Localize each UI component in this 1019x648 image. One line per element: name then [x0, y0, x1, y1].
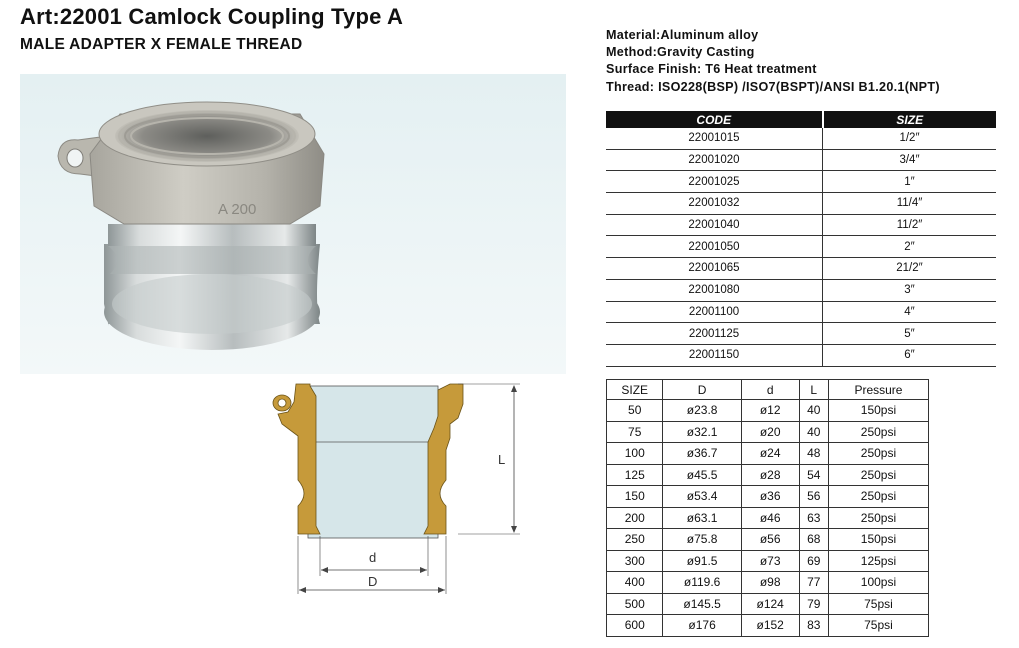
- size-cell: 50: [607, 400, 663, 422]
- inner-diameter-cell: ø46: [741, 507, 799, 529]
- size-cell: 3″: [823, 279, 997, 301]
- table-row: [607, 400, 929, 422]
- code-cell: 22001032: [606, 193, 823, 215]
- size-cell: 125: [607, 464, 663, 486]
- spec-method: Method:Gravity Casting: [606, 45, 755, 60]
- table-row: [607, 593, 929, 615]
- code-cell: 22001150: [606, 344, 823, 366]
- inner-diameter-cell: ø98: [741, 572, 799, 594]
- outer-diameter-cell: ø75.8: [663, 529, 741, 551]
- table-row: [607, 443, 929, 465]
- outer-diameter-cell: ø32.1: [663, 421, 741, 443]
- pressure-cell: 150psi: [828, 529, 928, 551]
- code-cell: 22001100: [606, 301, 823, 323]
- table-row: [606, 236, 996, 258]
- table-row: [606, 301, 996, 323]
- length-header: L: [799, 380, 828, 400]
- spec-material: Material:Aluminum alloy: [606, 28, 759, 42]
- code-cell: 22001020: [606, 149, 823, 171]
- code-cell: 22001125: [606, 323, 823, 345]
- code-cell: 22001050: [606, 236, 823, 258]
- table-row: [607, 507, 929, 529]
- pressure-cell: 250psi: [828, 443, 928, 465]
- length-cell: 48: [799, 443, 828, 465]
- length-cell: 69: [799, 550, 828, 572]
- table-row: [607, 529, 929, 551]
- length-cell: 83: [799, 615, 828, 637]
- spec-surface: Surface Finish: T6 Heat treatment: [606, 62, 817, 77]
- inner-diameter-cell: ø73: [741, 550, 799, 572]
- size-cell: 4″: [823, 301, 997, 323]
- size-cell: 500: [607, 593, 663, 615]
- code-cell: 22001080: [606, 279, 823, 301]
- outer-diameter-cell: ø145.5: [663, 593, 741, 615]
- table-row: [606, 171, 996, 193]
- table-row: [607, 486, 929, 508]
- outer-diameter-cell: ø63.1: [663, 507, 741, 529]
- outer-diameter-cell: ø119.6: [663, 572, 741, 594]
- table-row: [607, 421, 929, 443]
- size-cell: 1″: [823, 171, 997, 193]
- size-cell: 1/2″: [823, 128, 997, 149]
- size-column-header: SIZE: [607, 380, 663, 400]
- inner-diameter-cell: ø12: [741, 400, 799, 422]
- outer-diameter-cell: ø45.5: [663, 464, 741, 486]
- table-row: [606, 258, 996, 280]
- dimension-label-D: D: [368, 574, 378, 589]
- outer-diameter-header: D: [663, 380, 741, 400]
- size-cell: 400: [607, 572, 663, 594]
- length-cell: 63: [799, 507, 828, 529]
- code-size-table: [606, 111, 996, 367]
- outer-diameter-cell: ø53.4: [663, 486, 741, 508]
- table-row: [606, 128, 996, 149]
- size-cell: 200: [607, 507, 663, 529]
- table-row: [607, 572, 929, 594]
- code-cell: 22001040: [606, 214, 823, 236]
- outer-diameter-cell: ø36.7: [663, 443, 741, 465]
- page-title: Art:22001 Camlock Coupling Type A: [20, 4, 404, 29]
- code-header: CODE: [606, 111, 823, 128]
- inner-diameter-cell: ø56: [741, 529, 799, 551]
- dimension-label-L: L: [498, 452, 506, 467]
- size-cell: 6″: [823, 344, 997, 366]
- pressure-cell: 125psi: [828, 550, 928, 572]
- pressure-cell: 150psi: [828, 400, 928, 422]
- size-cell: 5″: [823, 323, 997, 345]
- size-cell: 11/2″: [823, 214, 997, 236]
- inner-diameter-cell: ø28: [741, 464, 799, 486]
- outer-diameter-cell: ø91.5: [663, 550, 741, 572]
- pressure-cell: 250psi: [828, 507, 928, 529]
- table-row: [606, 193, 996, 215]
- pressure-cell: 250psi: [828, 486, 928, 508]
- length-cell: 77: [799, 572, 828, 594]
- inner-diameter-header: d: [741, 380, 799, 400]
- size-cell: 250: [607, 529, 663, 551]
- table-row: [607, 464, 929, 486]
- cross-section-drawing: [258, 376, 538, 598]
- inner-diameter-cell: ø20: [741, 421, 799, 443]
- pressure-cell: 100psi: [828, 572, 928, 594]
- pressure-cell: 75psi: [828, 615, 928, 637]
- length-cell: 79: [799, 593, 828, 615]
- pressure-cell: 250psi: [828, 464, 928, 486]
- size-cell: 21/2″: [823, 258, 997, 280]
- size-cell: 3/4″: [823, 149, 997, 171]
- length-cell: 40: [799, 421, 828, 443]
- table-row: [606, 279, 996, 301]
- code-cell: 22001015: [606, 128, 823, 149]
- size-cell: 600: [607, 615, 663, 637]
- part-mark: A 200: [218, 201, 257, 218]
- table-row: [606, 214, 996, 236]
- size-cell: 75: [607, 421, 663, 443]
- inner-diameter-cell: ø36: [741, 486, 799, 508]
- outer-diameter-cell: ø176: [663, 615, 741, 637]
- table-row: [606, 323, 996, 345]
- table-row: [607, 615, 929, 637]
- table-row: [606, 344, 996, 366]
- spec-thread: Thread: ISO228(BSP) /ISO7(BSPT)/ANSI B1.20.1(NPT): [606, 79, 940, 94]
- length-cell: 40: [799, 400, 828, 422]
- code-cell: 22001025: [606, 171, 823, 193]
- outer-diameter-cell: ø23.8: [663, 400, 741, 422]
- size-cell: 11/4″: [823, 193, 997, 215]
- size-cell: 300: [607, 550, 663, 572]
- length-cell: 56: [799, 486, 828, 508]
- specifications: [606, 27, 1001, 96]
- pressure-cell: 250psi: [828, 421, 928, 443]
- size-header: SIZE: [823, 111, 997, 128]
- inner-diameter-cell: ø24: [741, 443, 799, 465]
- page-subtitle: MALE ADAPTER X FEMALE THREAD: [20, 36, 303, 53]
- length-cell: 54: [799, 464, 828, 486]
- dimension-label-d: d: [369, 550, 377, 565]
- pressure-header: Pressure: [828, 380, 928, 400]
- size-cell: 100: [607, 443, 663, 465]
- table-row: [607, 550, 929, 572]
- size-cell: 2″: [823, 236, 997, 258]
- table-row: [606, 149, 996, 171]
- code-cell: 22001065: [606, 258, 823, 280]
- dimensions-table: [606, 379, 929, 637]
- size-cell: 150: [607, 486, 663, 508]
- length-cell: 68: [799, 529, 828, 551]
- pressure-cell: 75psi: [828, 593, 928, 615]
- inner-diameter-cell: ø152: [741, 615, 799, 637]
- inner-diameter-cell: ø124: [741, 593, 799, 615]
- product-photo: [20, 74, 566, 374]
